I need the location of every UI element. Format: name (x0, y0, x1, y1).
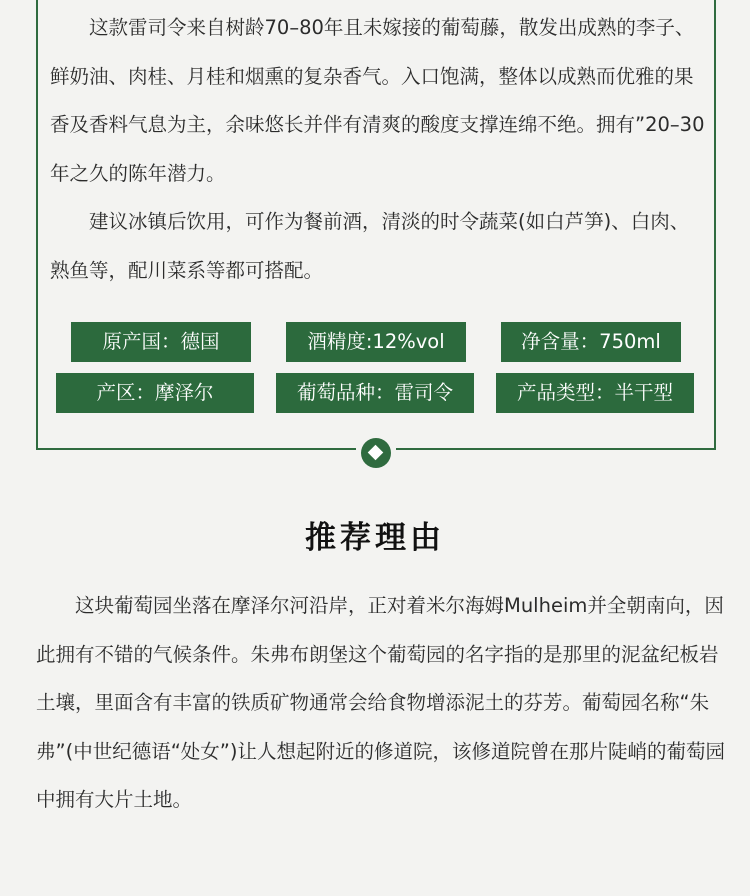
description-paragraph-1: 这款雷司令来自树龄70–80年且未嫁接的葡萄藤，散发出成熟的李子、鲜奶油、肉桂、月桂和烟熏的复杂香气。入口饱满，整体以成熟而优雅的果香及香料气息为主，余味悠长并伴有清爽的酸度支撑连绵不绝。拥有”20–30年之久的陈年潜力。 (50, 16, 705, 185)
section-body: 这块葡萄园坐落在摩泽尔河沿岸，正对着米尔海姆Mulheim并全朝南向，因此拥有不错的气候条件。朱弗布朗堡这个葡萄园的名字指的是那里的泥盆纪板岩土壤，里面含有丰富的铁质矿物通常会给食物增添泥土的芬芳。葡萄园名称“朱弗”(中世纪德语“处女”)让人想起附近的修道院，该修道院曾在那片陡峭的葡萄园中拥有大片土地。 (36, 594, 726, 811)
tag-grape-variety: 葡萄品种：雷司令 (276, 373, 474, 413)
diamond-badge-icon (361, 438, 391, 468)
tag-alcohol: 酒精度:12%vol (286, 322, 466, 362)
product-description (50, 4, 705, 295)
section-title: 推荐理由 (305, 520, 445, 556)
tag-origin-country: 原产国：德国 (71, 322, 251, 362)
diamond-icon (368, 445, 384, 461)
description-paragraph-2: 建议冰镇后饮用，可作为餐前酒，清淡的时令蔬菜(如白芦笋)、白肉、熟鱼等，配川菜系等都可搭配。 (50, 210, 690, 282)
tag-product-type: 产品类型：半干型 (496, 373, 694, 413)
tag-volume: 净含量：750ml (501, 322, 681, 362)
tag-region: 产区：摩泽尔 (56, 373, 254, 413)
